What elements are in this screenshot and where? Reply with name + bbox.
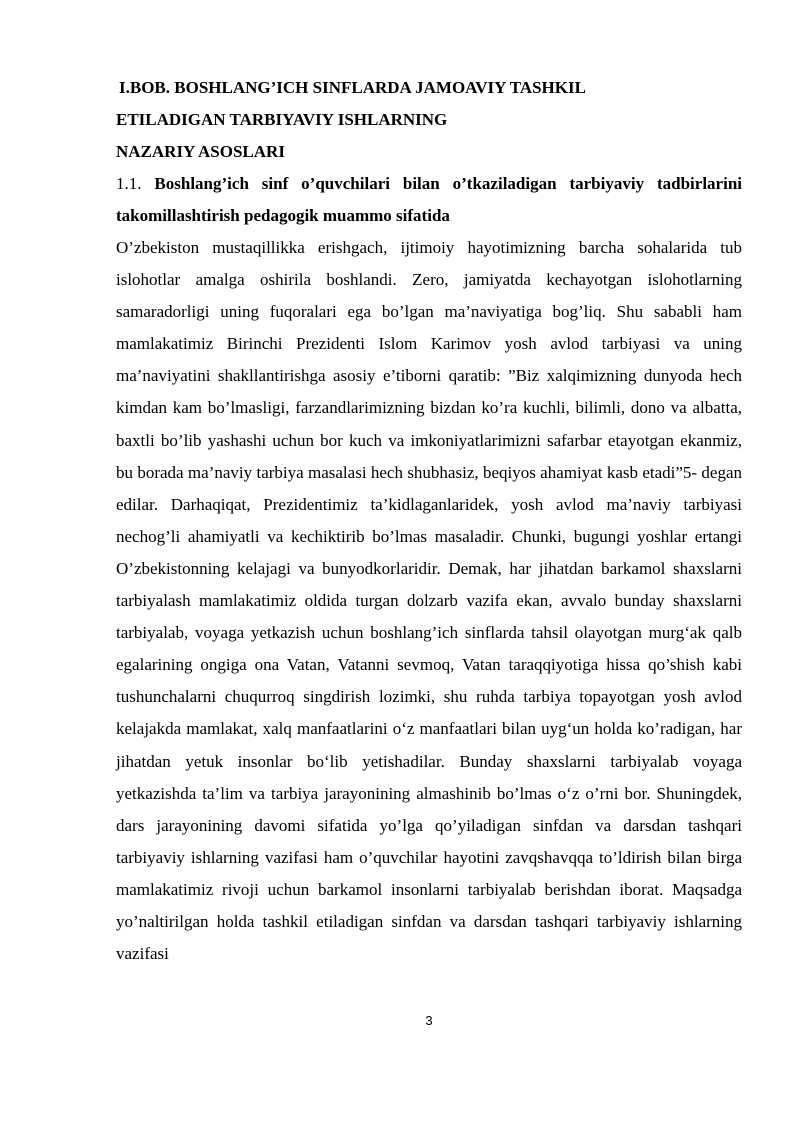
section-title: Boshlang’ich sinf o’quvchilari bilan o’tkaziladigan tarbiyaviy tadbirlarini takomillashtirish pedagogik muammo sifatida [116,174,742,225]
chapter-heading-line-3: NAZARIY ASOSLARI [116,142,285,161]
page-number: 3 [425,1013,433,1028]
chapter-heading-line-1: I.BOB. BOSHLANG’ICH SINFLARDA JAMOAVIY TASHKIL [119,78,586,97]
chapter-heading-line-2: ETILADIGAN TARBIYAVIY ISHLARNING [116,110,448,129]
body-paragraph: O’zbekiston mustaqillikka erishgach, ijtimoiy hayotimizning barcha sohalarida tub islohotlar amalga oshirila boshlandi. Zero, jamiyatda kechayotgan islohotlarning samaradorligi uning fuqoralari ega bo’lgan ma’naviyatiga bog’liq. Shu sababli ham mamlakatimiz Birinchi Prezidenti Islom Karimov yosh avlod tarbiyasi va uning ma’naviyatini shakllantirishga asosiy e’tiborni qaratib: ”Biz xalqimizning dunyoda hech kimdan kam bo’lmasligi, farzandlarimizning bizdan ko’ra kuchli, bilimli, dono va albatta, baxtli bo’lib yashashi uchun bor kuch va imkoniyatlarimizni safarbar etayotgan ekanmiz, bu borada ma’naviy tarbiya masalasi hech shubhasiz, beqiyos ahamiyat kasb etadi”5- degan edilar. Darhaqiqat, Prezidentimiz ta’kidlaganlaridek, yosh avlod ma’naviy tarbiyasi nechog’li ahamiyatli va kechiktirib bo’lmas masaladir. Chunki, bugungi yoshlar ertangi O’zbekistonning kelajagi va bunyodkorlaridir. Demak, har jihatdan barkamol shaxslarni tarbiyalash mamlakatimiz oldida turgan dolzarb vazifa ekan, avvalo bunday shaxslarni tarbiyalab, voyaga yetkazish uchun boshlang’ich sinflarda tahsil olayotgan murg‘ak qalb egalarining ongiga ona Vatan, Vatanni sevmoq, Vatan taraqqiyotiga hissa qo’shish kabi tushunchalarni chuqurroq singdirish lozimki, shu ruhda tarbiya topayotgan yosh avlod kelajakda mamlakat, xalq manfaatlarini o‘z manfaatlari bilan uyg‘un holda ko’radigan, har jihatdan yetuk insonlar bo‘lib yetishadilar. Bunday shaxslarni tarbiyalab voyaga yetkazishda ta’lim va tarbiya jarayonining almashinib bo’lmas o‘z o’rni bor. Shuningdek, dars jarayonining davomi sifatida yo’lga qo’yiladigan sinfdan va darsdan tashqari tarbiyaviy ishlarning vazifasi ham o’quvchilar hayotini zavqshavqqa to’ldirish bilan birga mamlakatimiz rivoji uchun barkamol insonlarni tarbiyalab berishdan iborat. Maqsadga yo’naltirilgan holda tashkil etiladigan sinfdan va darsdan tashqari tarbiyaviy ishlarning vazifasi [116,238,742,964]
section-heading [116,168,742,232]
document-page [116,72,742,970]
section-number: 1.1. [116,174,155,193]
